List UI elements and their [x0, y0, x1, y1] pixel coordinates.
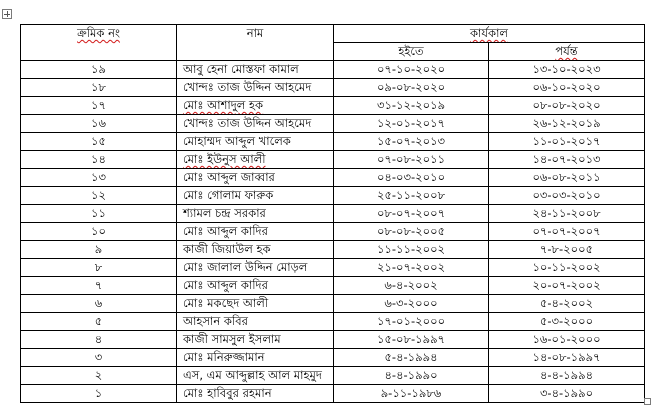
cell-name-text: কাজী সামসুল ইসলাম: [183, 332, 281, 346]
cell-name-text: মোঃ মকছেদ আলী: [183, 296, 269, 310]
table-row: [21, 313, 645, 331]
cell-from-text: ৬-৩-২০০০: [384, 296, 438, 310]
cell-to-text: ৫-৪-২০০২: [539, 296, 594, 310]
cell-to[interactable]: [489, 61, 645, 79]
cell-name-text: আহসান কবির: [183, 314, 248, 328]
header-row: [21, 25, 645, 43]
cell-to[interactable]: [489, 259, 645, 277]
cell-serial[interactable]: [21, 115, 177, 133]
cell-name-text: খোন্দঃ তাজ উদ্দিন আহমেদ: [183, 116, 312, 130]
cell-to-text: ৩-৪-১৯৯০: [539, 386, 594, 400]
cell-name[interactable]: [177, 313, 334, 331]
header-name[interactable]: [177, 25, 334, 61]
cell-from-text: ১২-০১-২০১৭: [376, 116, 446, 130]
cell-from[interactable]: [334, 331, 489, 349]
cell-to[interactable]: [489, 133, 645, 151]
cell-to-text: ১৪-০৮-১৯৯৭: [532, 350, 601, 364]
cell-from[interactable]: [334, 223, 489, 241]
cell-serial-text: ১৭: [91, 98, 106, 112]
cell-to-text: ১০-১১-২০০২: [532, 260, 601, 274]
table-row: [21, 277, 645, 295]
cell-name[interactable]: [177, 277, 334, 295]
cell-serial-text: ৪: [94, 332, 103, 346]
cell-from-text: ০৯-০৮-২০২০: [376, 80, 446, 94]
cell-name[interactable]: [177, 205, 334, 223]
cell-serial[interactable]: [21, 97, 177, 115]
cell-serial-text: ১০: [91, 224, 106, 238]
cell-from-text: ০৪-০৩-২০১০: [376, 170, 446, 184]
cell-name[interactable]: [177, 331, 334, 349]
cell-from[interactable]: [334, 169, 489, 187]
table-resize-handle-icon[interactable]: [644, 398, 651, 405]
cell-name-text: মোঃ আব্দুল কাদির: [183, 278, 268, 292]
table-row: [21, 205, 645, 223]
cell-to-text: ০৭-০৭-২০০৭: [532, 224, 601, 238]
cell-to[interactable]: [489, 115, 645, 133]
cell-to[interactable]: [489, 241, 645, 259]
cell-to-text: ৭-৮-২০০৫: [539, 242, 594, 256]
cell-name-text: মোঃ মনিরুজ্জামান: [183, 350, 265, 364]
cell-serial[interactable]: [21, 367, 177, 385]
cell-name-text: মোঃ হাবিবুর রহমান: [183, 386, 272, 400]
cell-serial[interactable]: [21, 79, 177, 97]
cell-serial[interactable]: [21, 277, 177, 295]
cell-serial[interactable]: [21, 313, 177, 331]
header-from[interactable]: [334, 43, 489, 61]
cell-serial-text: ৩: [94, 350, 103, 364]
cell-name-text: কাজী জিয়াউল হক: [183, 242, 271, 256]
cell-from-text: ১১-১১-২০০২: [376, 242, 446, 256]
cell-from[interactable]: [334, 277, 489, 295]
table-row: [21, 151, 645, 169]
cell-serial-text: ৫: [94, 314, 103, 328]
cell-from[interactable]: [334, 385, 489, 403]
cell-from[interactable]: [334, 97, 489, 115]
table-body: [21, 61, 645, 403]
cell-from-text: ১৫-০৭-২০১৩: [376, 134, 446, 148]
table-row: [21, 367, 645, 385]
cell-serial[interactable]: [21, 385, 177, 403]
cell-from[interactable]: [334, 61, 489, 79]
cell-from-text: ১৫-০৮-১৯৯৭: [376, 332, 446, 346]
cell-from-text: ০৮-০৭-২০০৭: [376, 206, 446, 220]
cell-from[interactable]: [334, 151, 489, 169]
cell-serial[interactable]: [21, 259, 177, 277]
tenure-table: [20, 24, 645, 403]
cell-serial[interactable]: [21, 295, 177, 313]
cell-to[interactable]: [489, 223, 645, 241]
cell-name-text: শ্যামল চন্দ্র সরকার: [183, 206, 266, 220]
cell-serial[interactable]: [21, 133, 177, 151]
cell-serial[interactable]: [21, 187, 177, 205]
header-from-label: হইতে: [398, 44, 424, 58]
cell-name-text: মোহাম্মদ আব্দুল খালেক: [183, 134, 291, 148]
cell-serial-text: ৬: [94, 296, 103, 310]
cell-from[interactable]: [334, 349, 489, 367]
header-serial-label: ক্রমিক নং: [77, 26, 120, 40]
cell-name[interactable]: [177, 385, 334, 403]
cell-from[interactable]: [334, 259, 489, 277]
cell-name-text: এস, এম আব্দুল্লাহ আল মাহমুদ: [183, 368, 322, 382]
table-row: [21, 385, 645, 403]
cell-to[interactable]: [489, 313, 645, 331]
table-row: [21, 331, 645, 349]
cell-to[interactable]: [489, 295, 645, 313]
cell-serial[interactable]: [21, 223, 177, 241]
cell-name-text: খোন্দঃ তাজ উদ্দিন আহমেদ: [183, 80, 312, 94]
cell-from[interactable]: [334, 115, 489, 133]
cell-serial[interactable]: [21, 169, 177, 187]
cell-from[interactable]: [334, 367, 489, 385]
cell-to[interactable]: [489, 385, 645, 403]
cell-to[interactable]: [489, 367, 645, 385]
cell-from[interactable]: [334, 187, 489, 205]
cell-from-text: ৪-৪-১৯৯০: [384, 368, 438, 382]
cell-from[interactable]: [334, 79, 489, 97]
cell-name[interactable]: [177, 223, 334, 241]
table-row: [21, 295, 645, 313]
header-to-label: পর্যন্ত: [555, 44, 578, 58]
cell-from-text: ০৭-০৮-২০১১: [376, 152, 446, 166]
table-row: [21, 349, 645, 367]
cell-name[interactable]: [177, 367, 334, 385]
header-tenure-label: কার্যকাল: [470, 26, 508, 40]
cell-to[interactable]: [489, 151, 645, 169]
cell-to[interactable]: [489, 79, 645, 97]
cell-to[interactable]: [489, 97, 645, 115]
cell-from-text: ০৭-১০-২০২০: [376, 62, 446, 76]
cell-name[interactable]: [177, 295, 334, 313]
cell-name[interactable]: [177, 79, 334, 97]
cell-name-text: মোঃ আব্দুল কাদির: [183, 224, 268, 238]
cell-serial-text: ১৮: [91, 80, 106, 94]
cell-serial[interactable]: [21, 331, 177, 349]
header-tenure[interactable]: [334, 25, 645, 43]
cell-from-text: ৬-৪-২০০২: [384, 278, 438, 292]
cell-serial-text: ১১: [91, 206, 106, 220]
table-move-handle-icon[interactable]: [2, 9, 12, 19]
cell-name[interactable]: [177, 241, 334, 259]
cell-from-text: ২১-০৭-২০০২: [376, 260, 446, 274]
cell-from-text: ৩১-১২-২০১৯: [376, 98, 446, 112]
cell-serial-text: ৮: [94, 260, 103, 274]
table-row: [21, 259, 645, 277]
cell-serial[interactable]: [21, 61, 177, 79]
cell-name[interactable]: [177, 151, 334, 169]
cell-serial-text: ৭: [94, 278, 103, 292]
cell-to-text: ০৬-০৮-২০১১: [532, 170, 601, 184]
cell-name-text: মোঃ জালাল উদ্দিন মোড়ল: [183, 260, 308, 274]
cell-name-text: মোঃ আশাদুল হক: [183, 98, 264, 112]
cell-from[interactable]: [334, 241, 489, 259]
cell-name-text: মোঃ আব্দুল জাব্বার: [183, 170, 275, 184]
cell-name[interactable]: [177, 259, 334, 277]
cell-serial-text: ১৯: [91, 62, 106, 76]
table-row: [21, 79, 645, 97]
cell-serial-text: ১: [94, 386, 103, 400]
table-row: [21, 169, 645, 187]
cell-name-text: আবু হেনা মোস্তফা কামাল: [183, 62, 299, 76]
cell-name[interactable]: [177, 61, 334, 79]
cell-name[interactable]: [177, 187, 334, 205]
cell-to-text: ০৬-১০-২০২০: [532, 80, 601, 94]
cell-to[interactable]: [489, 169, 645, 187]
table-row: [21, 223, 645, 241]
cell-serial[interactable]: [21, 241, 177, 259]
header-name-label: নাম: [246, 26, 264, 40]
cell-to[interactable]: [489, 349, 645, 367]
cell-serial[interactable]: [21, 205, 177, 223]
cell-name[interactable]: [177, 349, 334, 367]
cell-to-text: ২৪-১১-২০০৮: [532, 206, 601, 220]
cell-to[interactable]: [489, 331, 645, 349]
cell-to[interactable]: [489, 277, 645, 295]
cell-to-text: ১১-০১-২০১৭: [532, 134, 601, 148]
cell-name[interactable]: [177, 169, 334, 187]
cell-to-text: ১৬-০১-২০০০: [532, 332, 601, 346]
cell-from-text: ৯-১১-১৯৮৬: [380, 386, 442, 400]
cell-serial[interactable]: [21, 151, 177, 169]
cell-from[interactable]: [334, 313, 489, 331]
cell-to-text: ৪-৪-১৯৯৪: [539, 368, 594, 382]
cell-from[interactable]: [334, 133, 489, 151]
cell-name[interactable]: [177, 115, 334, 133]
cell-from-text: ২৫-১১-২০০৮: [376, 188, 446, 202]
cell-serial[interactable]: [21, 349, 177, 367]
cell-to-text: ৫-৩-২০০০: [539, 314, 594, 328]
cell-to[interactable]: [489, 205, 645, 223]
cell-name[interactable]: [177, 133, 334, 151]
cell-to-text: ০৩-০৩-২০১০: [532, 188, 601, 202]
cell-from[interactable]: [334, 205, 489, 223]
table-row: [21, 61, 645, 79]
cell-name-text: মোঃ ইউনুস আলী: [183, 152, 266, 166]
cell-to-text: ২০-০৭-২০০২: [532, 278, 601, 292]
cell-name-text: মোঃ গোলাম ফারুক: [183, 188, 274, 202]
cell-from-text: ১৭-০১-২০০০: [376, 314, 446, 328]
table-row: [21, 187, 645, 205]
cell-serial-text: ১৬: [91, 116, 106, 130]
table-row: [21, 115, 645, 133]
table-row: [21, 133, 645, 151]
cell-serial-text: ১৩: [91, 170, 106, 184]
cell-to-text: ১৪-০৭-২০১৩: [532, 152, 601, 166]
cell-serial-text: ২: [94, 368, 103, 382]
cell-from[interactable]: [334, 295, 489, 313]
header-to[interactable]: [489, 43, 645, 61]
cell-serial-text: ৯: [94, 242, 103, 256]
cell-to-text: ০৮-০৮-২০২০: [532, 98, 601, 112]
cell-serial-text: ১৪: [91, 152, 106, 166]
cell-serial-text: ১৫: [91, 134, 106, 148]
cell-serial-text: ১২: [91, 188, 106, 202]
cell-from-text: ০৮-০৮-২০০৫: [376, 224, 446, 238]
cell-to-text: ২৬-১২-২০১৯: [532, 116, 601, 130]
table-row: [21, 97, 645, 115]
header-serial[interactable]: [21, 25, 177, 61]
cell-to-text: ১৩-১০-২০২৩: [532, 62, 601, 76]
cell-from-text: ৫-৪-১৯৯৪: [384, 350, 438, 364]
table-row: [21, 241, 645, 259]
cell-name[interactable]: [177, 97, 334, 115]
cell-to[interactable]: [489, 187, 645, 205]
